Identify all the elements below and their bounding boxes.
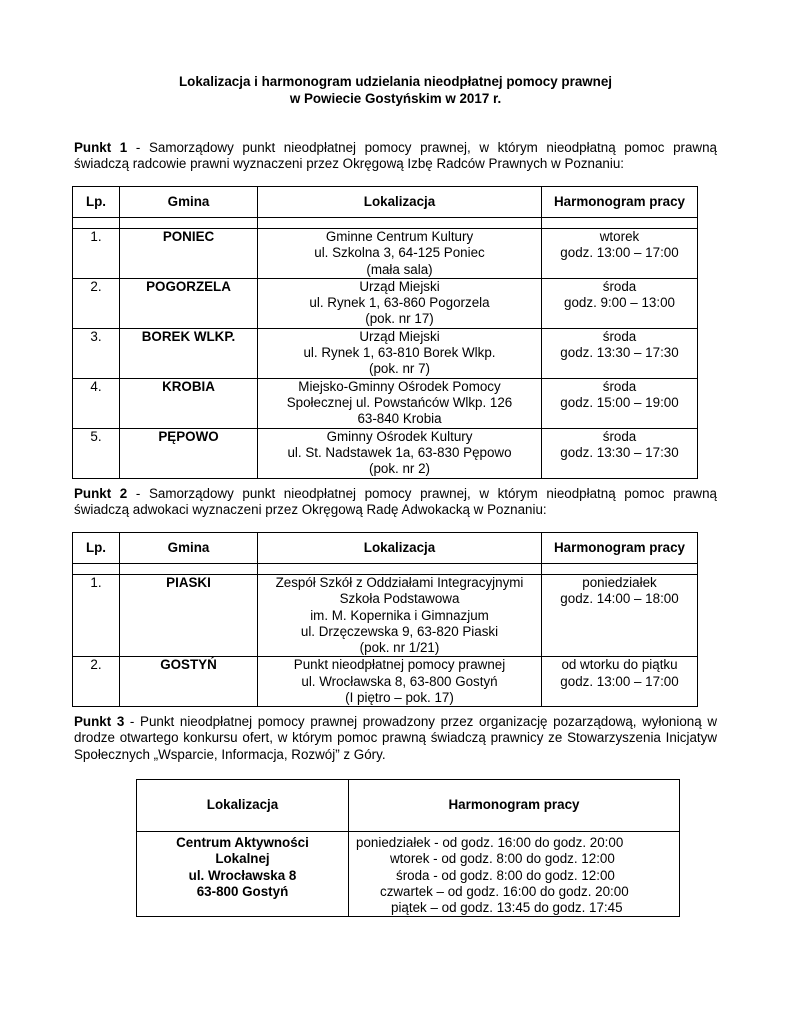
cell-harmonogram: środa godz. 13:30 – 17:30 [542, 428, 698, 478]
cell-harmonogram: poniedziałek - od godz. 16:00 do godz. 20:00 wtorek - od godz. 8:00 do godz. 12:00 środa - od godz. 8:00 do godz. 12:00 czwartek – od godz. 16:00 do godz. 20:00 piątek – od godz. 13:45 do godz. 17:45 [349, 832, 680, 917]
punkt2-description [74, 486, 717, 519]
punkt1-label: Punkt 1 [74, 140, 128, 155]
header-harmonogram: Harmonogram pracy [542, 533, 698, 564]
punkt1-description [74, 140, 717, 173]
cell-lokalizacja: Gminny Ośrodek Kultury ul. St. Nadstawek 1a, 63-830 Pępowo (pok. nr 2) [258, 428, 542, 478]
header-lp: Lp. [73, 187, 120, 218]
header-harmonogram: Harmonogram pracy [349, 780, 680, 832]
punkt1-text: - Samorządowy punkt nieodpłatnej pomocy prawnej, w którym nieodpłatną pomoc prawną świadczą radcowie prawni wyznaczeni przez Okręgową Izbę Radców Prawnych w Poznaniu: [74, 140, 717, 172]
punkt2-text: - Samorządowy punkt nieodpłatnej pomocy prawnej, w którym nieodpłatną pomoc prawną świadczą adwokaci wyznaczeni przez Okręgową Radę Adwokacką w Poznaniu: [74, 486, 717, 518]
table-row [73, 575, 698, 657]
table-header-row [73, 533, 698, 564]
document-title-line-1: Lokalizacja i harmonogram udzielania nieodpłatnej pomocy prawnej [178, 74, 613, 89]
cell-gmina: POGORZELA [120, 278, 258, 328]
cell-gmina: GOSTYŃ [120, 657, 258, 707]
header-gmina: Gmina [120, 533, 258, 564]
table-row [73, 428, 698, 478]
header-lp: Lp. [73, 533, 120, 564]
cell-lokalizacja: Miejsko-Gminny Ośrodek Pomocy Społecznej ul. Powstańców Wlkp. 126 63-840 Krobia [258, 378, 542, 428]
cell-lokalizacja: Urząd Miejski ul. Rynek 1, 63-860 Pogorzela (pok. nr 17) [258, 278, 542, 328]
table-row [73, 328, 698, 378]
table-header-row [137, 780, 680, 832]
cell-lokalizacja: Centrum Aktywności Lokalnej ul. Wrocławska 8 63-800 Gostyń [137, 832, 349, 917]
punkt3-text: - Punkt nieodpłatnej pomocy prawnej prowadzony przez organizację pozarządową, wyłonioną w drodze otwartego konkursu ofert, w którym pomoc prawną świadczą prawnicy ze Stowarzyszenia Inicjatyw Społecznych „Wsparcie, Informacja, Rozwój” z Góry. [74, 714, 717, 762]
cell-lokalizacja: Zespół Szkół z Oddziałami Integracyjnymi Szkoła Podstawowa im. M. Kopernika i Gimnazjum ul. Drzęczewska 9, 63-820 Piaski (pok. nr 1/21) [258, 575, 542, 657]
cell-lp: 3. [73, 328, 120, 378]
cell-gmina: KROBIA [120, 378, 258, 428]
table-row [73, 657, 698, 707]
cell-harmonogram: środa godz. 13:30 – 17:30 [542, 328, 698, 378]
header-lokalizacja: Lokalizacja [258, 187, 542, 218]
header-harmonogram: Harmonogram pracy [542, 187, 698, 218]
punkt1-table [72, 186, 698, 479]
cell-harmonogram: wtorek godz. 13:00 – 17:00 [542, 229, 698, 279]
table-row [73, 229, 698, 279]
cell-harmonogram: środa godz. 15:00 – 19:00 [542, 378, 698, 428]
cell-lp: 2. [73, 278, 120, 328]
header-lokalizacja: Lokalizacja [137, 780, 349, 832]
cell-gmina: PIASKI [120, 575, 258, 657]
table-row [73, 378, 698, 428]
punkt2-table [72, 532, 698, 707]
cell-lp: 4. [73, 378, 120, 428]
cell-gmina: PĘPOWO [120, 428, 258, 478]
table-header-row [73, 187, 698, 218]
punkt3-label: Punkt 3 [74, 714, 125, 729]
document-title-line-2: w Powiecie Gostyńskim w 2017 r. [289, 91, 502, 106]
header-lokalizacja: Lokalizacja [258, 533, 542, 564]
cell-lp: 5. [73, 428, 120, 478]
punkt2-label: Punkt 2 [74, 486, 128, 501]
cell-harmonogram: środa godz. 9:00 – 13:00 [542, 278, 698, 328]
table-row [137, 832, 680, 917]
cell-lp: 1. [73, 575, 120, 657]
punkt3-description [74, 714, 717, 763]
table-row [73, 278, 698, 328]
header-gmina: Gmina [120, 187, 258, 218]
cell-lokalizacja: Punkt nieodpłatnej pomocy prawnej ul. Wrocławska 8, 63-800 Gostyń (I piętro – pok. 17) [258, 657, 542, 707]
cell-lp: 2. [73, 657, 120, 707]
cell-harmonogram: poniedziałek godz. 14:00 – 18:00 [542, 575, 698, 657]
cell-lokalizacja: Urząd Miejski ul. Rynek 1, 63-810 Borek Wlkp. (pok. nr 7) [258, 328, 542, 378]
cell-gmina: PONIEC [120, 229, 258, 279]
cell-harmonogram: od wtorku do piątku godz. 13:00 – 17:00 [542, 657, 698, 707]
cell-lokalizacja: Gminne Centrum Kultury ul. Szkolna 3, 64-125 Poniec (mała sala) [258, 229, 542, 279]
cell-gmina: BOREK WLKP. [120, 328, 258, 378]
cell-lp: 1. [73, 229, 120, 279]
punkt3-table [136, 779, 680, 917]
